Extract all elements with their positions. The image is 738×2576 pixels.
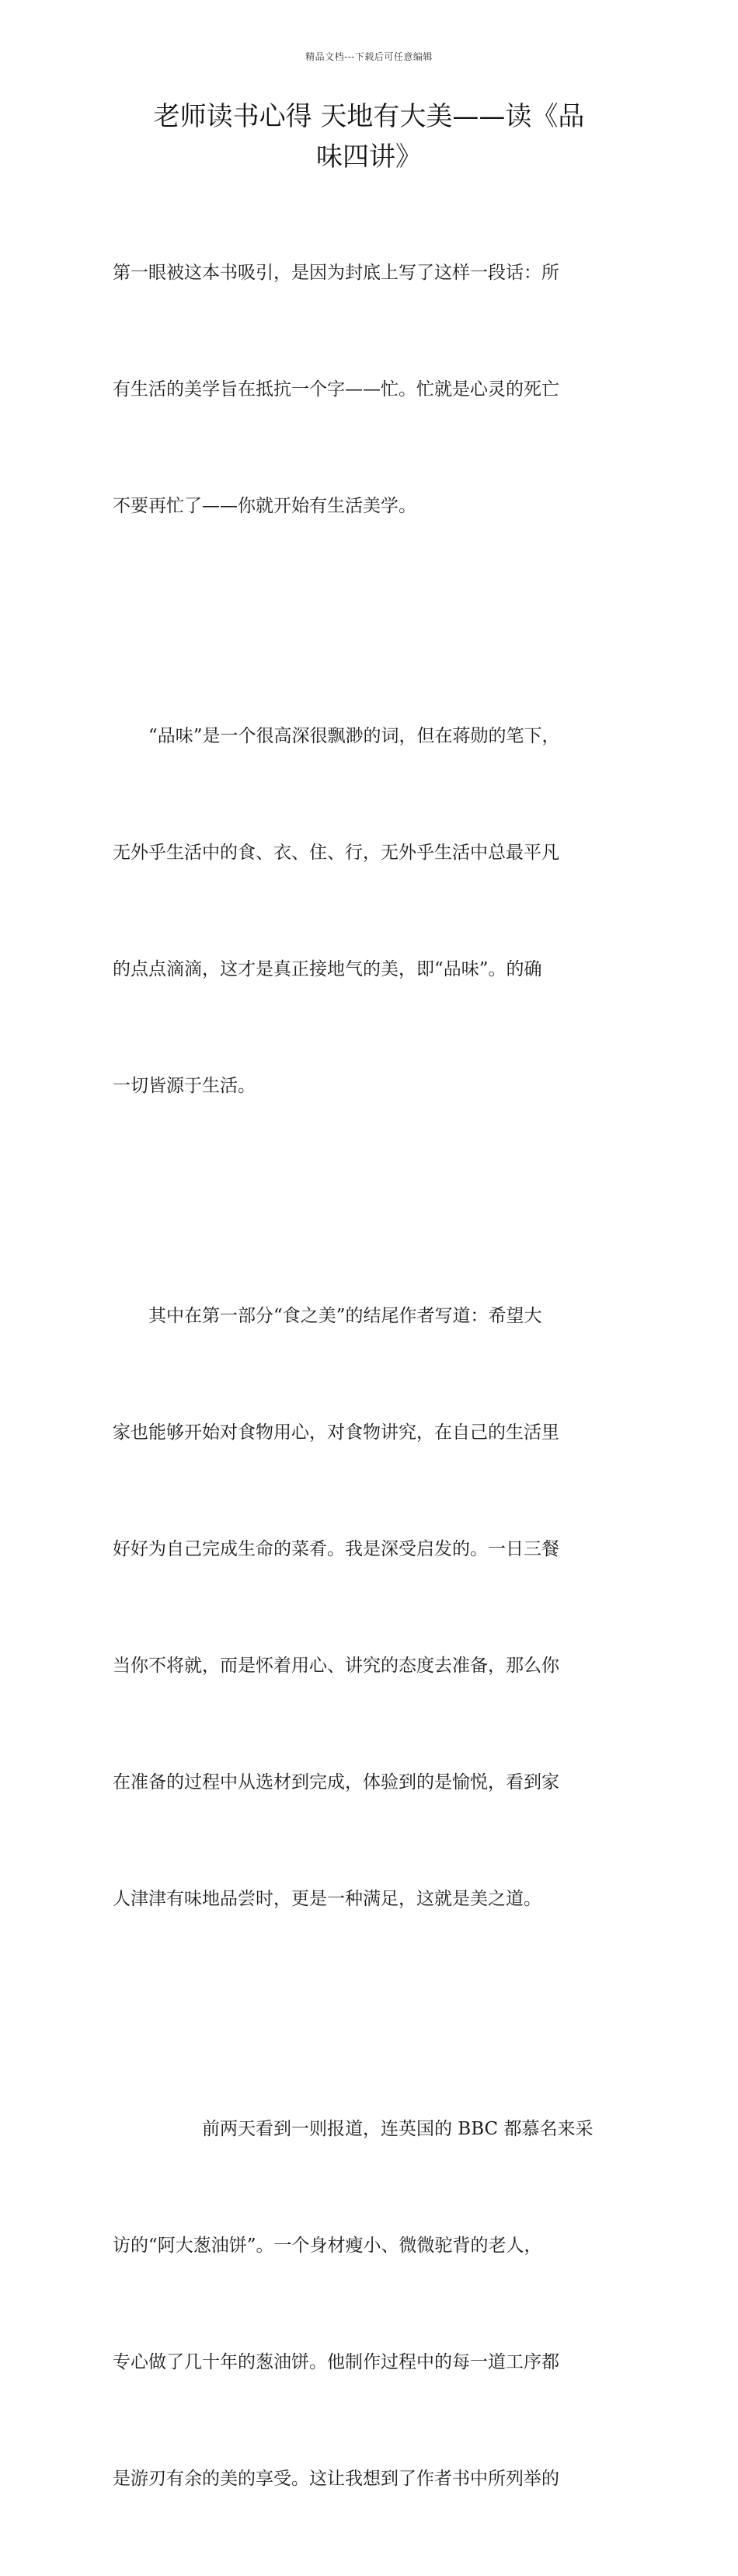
paragraph-line: 家也能够开始对食物用心，对食物讲究，在自己的生活里 bbox=[113, 1422, 559, 1443]
paragraph-2 bbox=[113, 639, 641, 1183]
paragraph-3 bbox=[113, 1219, 641, 1996]
paragraph-line: 前两天看到一则报道，连英国的 BBC 都慕名来采 bbox=[113, 2119, 594, 2139]
paragraph-line: 其中在第一部分“食之美”的结尾作者写道：希望大 bbox=[113, 1306, 542, 1326]
paragraph-line: 访的“阿大葱油饼”。一个身材瘦小、微微驼背的老人， bbox=[113, 2236, 542, 2256]
paragraph-1 bbox=[113, 176, 641, 603]
paragraph-line: 专心做了几十年的葱油饼。他制作过程中的每一道工序都 bbox=[113, 2352, 559, 2372]
paragraph-line: 是游刃有余的美的享受。这让我想到了作者书中所列举的 bbox=[113, 2469, 559, 2489]
title-line-2: 味四讲》 bbox=[316, 141, 422, 173]
title-line-1: 老师读书心得 天地有大美——读《品 bbox=[153, 101, 585, 132]
paragraph-line: 有生活的美学旨在抵抗一个字——忙。忙就是心灵的死亡 bbox=[113, 379, 559, 400]
body-text bbox=[113, 176, 641, 2576]
paragraph-4 bbox=[113, 2032, 641, 2576]
paragraph-line: 好好为自己完成生命的菜肴。我是深受启发的。一日三餐 bbox=[113, 1539, 559, 1559]
paragraph-line: 一切皆源于生活。 bbox=[113, 1076, 256, 1096]
paragraph-line: 的点点滴滴，这才是真正接地气的美，即“品味”。的确 bbox=[113, 959, 542, 979]
paragraph-line: “品味”是一个很高深很飘渺的词，但在蒋勋的笔下， bbox=[113, 726, 560, 746]
paragraph-line: 当你不将就，而是怀着用心、讲究的态度去准备，那么你 bbox=[113, 1656, 559, 1676]
paragraph-line: 第一眼被这本书吸引，是因为封底上写了这样一段话：所 bbox=[113, 263, 559, 283]
document-title bbox=[109, 96, 629, 177]
paragraph-line: 人津津有味地品尝时，更是一种满足，这就是美之道。 bbox=[113, 1889, 541, 1909]
paragraph-line: 无外乎生活中的食、衣、住、行，无外乎生活中总最平凡 bbox=[113, 843, 559, 863]
paragraph-line: 不要再忙了——你就开始有生活美学。 bbox=[113, 496, 416, 516]
header-note: 精品文档---下载后可任意编辑 bbox=[305, 51, 433, 62]
paragraph-line: 在准备的过程中从选材到完成，体验到的是愉悦，看到家 bbox=[113, 1772, 559, 1792]
